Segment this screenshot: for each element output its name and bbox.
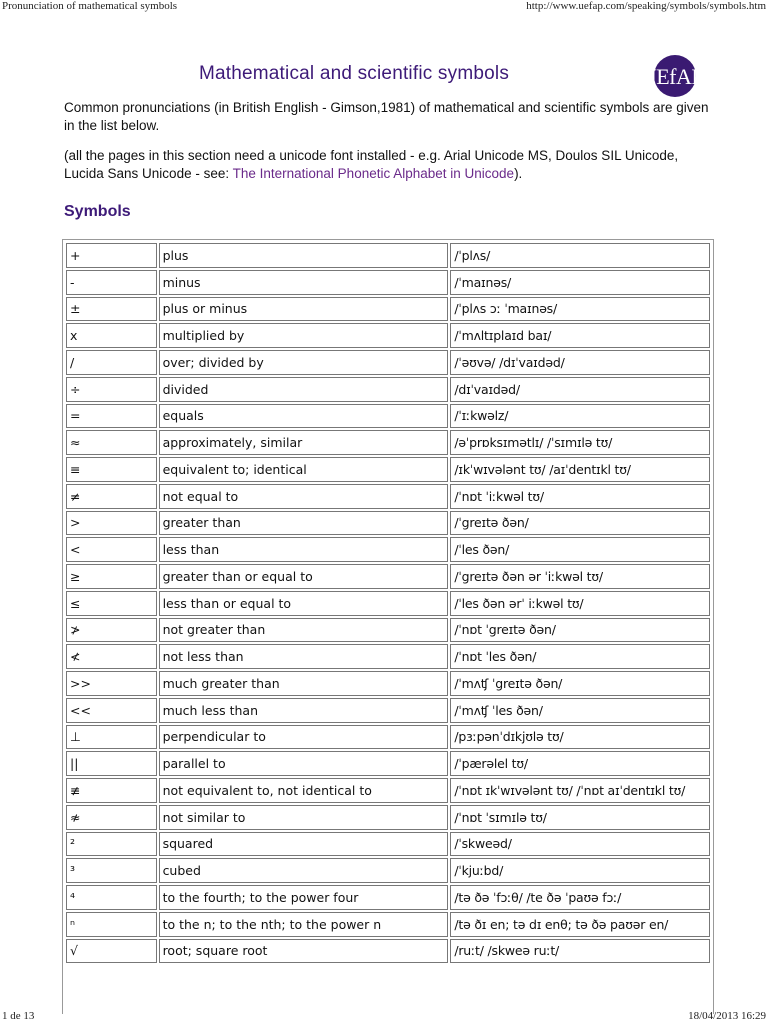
print-header-url: http://www.uefap.com/speaking/symbols/symbols.htm	[526, 0, 766, 12]
name-cell: parallel to	[159, 751, 449, 776]
pronunciation-cell: /ˈpærəlel tʊ/	[450, 751, 710, 776]
table-row	[66, 537, 710, 562]
table-row	[66, 430, 710, 455]
name-cell: not less than	[159, 644, 449, 669]
name-cell: over; divided by	[159, 350, 449, 375]
symbol-cell: ³	[66, 858, 157, 883]
name-cell: much greater than	[159, 671, 449, 696]
intro-paragraph-2	[64, 147, 714, 183]
name-cell: not equal to	[159, 484, 449, 509]
table-row	[66, 805, 710, 830]
table-row	[66, 939, 710, 964]
pronunciation-cell: /ˈgreɪtə ðən/	[450, 511, 710, 536]
name-cell: less than	[159, 537, 449, 562]
pronunciation-cell: /ˈplʌs/	[450, 243, 710, 268]
pronunciation-cell: /ɪkˈwɪvələnt tʊ/ /aɪˈdentɪkl tʊ/	[450, 457, 710, 482]
name-cell: minus	[159, 270, 449, 295]
name-cell: greater than or equal to	[159, 564, 449, 589]
table-row	[66, 591, 710, 616]
symbol-cell: >>	[66, 671, 157, 696]
symbol-cell: -	[66, 270, 157, 295]
symbol-cell: ⁴	[66, 885, 157, 910]
symbol-cell: ≡	[66, 457, 157, 482]
name-cell: squared	[159, 832, 449, 857]
name-cell: less than or equal to	[159, 591, 449, 616]
symbols-table-body	[66, 243, 710, 963]
table-row	[66, 858, 710, 883]
print-footer-date: 18/04/2013 16:29	[688, 1010, 766, 1022]
symbol-cell: ≯	[66, 618, 157, 643]
symbol-cell: √	[66, 939, 157, 964]
symbol-cell: ||	[66, 751, 157, 776]
table-row	[66, 912, 710, 937]
pronunciation-cell: /ˈnɒt ˈles ðən/	[450, 644, 710, 669]
table-row	[66, 751, 710, 776]
name-cell: much less than	[159, 698, 449, 723]
symbol-cell: ≢	[66, 778, 157, 803]
name-cell: equivalent to; identical	[159, 457, 449, 482]
name-cell: approximately, similar	[159, 430, 449, 455]
table-row	[66, 270, 710, 295]
symbol-cell: ≮	[66, 644, 157, 669]
symbol-cell: =	[66, 404, 157, 429]
table-row	[66, 698, 710, 723]
symbols-table-container	[62, 239, 714, 1014]
intro-paragraph-2-after: ).	[514, 166, 523, 181]
symbol-cell: ÷	[66, 377, 157, 402]
symbol-cell: ≉	[66, 805, 157, 830]
name-cell: cubed	[159, 858, 449, 883]
print-header-title: Pronunciation of mathematical symbols	[2, 0, 178, 12]
symbol-cell: ≥	[66, 564, 157, 589]
pronunciation-cell: /dɪˈvaɪdəd/	[450, 377, 710, 402]
pronunciation-cell: /ˈmaɪnəs/	[450, 270, 710, 295]
name-cell: to the n; to the nth; to the power n	[159, 912, 449, 937]
logo-wordmark: UEfAP	[640, 64, 704, 89]
name-cell: divided	[159, 377, 449, 402]
table-row	[66, 725, 710, 750]
pronunciation-cell: /ˈmʌltɪplaɪd baɪ/	[450, 323, 710, 348]
pronunciation-cell: /pɜːpənˈdɪkjʊlə tʊ/	[450, 725, 710, 750]
logo-text	[632, 64, 712, 90]
pronunciation-cell: /tə ðɪ en; tə dɪ enθ; tə ðə paʊər en/	[450, 912, 710, 937]
page-title: Mathematical and scientific symbols	[198, 63, 510, 84]
table-row	[66, 484, 710, 509]
symbol-cell: ⊥	[66, 725, 157, 750]
table-row	[66, 350, 710, 375]
pronunciation-cell: /ˈles ðən/	[450, 537, 710, 562]
pronunciation-cell: /ˈplʌs ɔː ˈmaɪnəs/	[450, 297, 710, 322]
table-row	[66, 404, 710, 429]
pronunciation-cell: /ˈnɒt ɪkˈwɪvələnt tʊ/ /ˈnɒt aɪˈdentɪkl tʊ/	[450, 778, 710, 803]
name-cell: multiplied by	[159, 323, 449, 348]
pronunciation-cell: /ˈnɒt ˈgreɪtə ðən/	[450, 618, 710, 643]
table-row	[66, 644, 710, 669]
name-cell: not equivalent to, not identical to	[159, 778, 449, 803]
table-row	[66, 778, 710, 803]
name-cell: plus	[159, 243, 449, 268]
pronunciation-cell: /ˈɪːkwəlz/	[450, 404, 710, 429]
name-cell: equals	[159, 404, 449, 429]
symbol-cell: >	[66, 511, 157, 536]
pronunciation-cell: /ˈnɒt ˈsɪmɪlə tʊ/	[450, 805, 710, 830]
name-cell: root; square root	[159, 939, 449, 964]
symbol-cell: x	[66, 323, 157, 348]
name-cell: not greater than	[159, 618, 449, 643]
pronunciation-cell: /ˈgreɪtə ðən ər ˈiːkwəl tʊ/	[450, 564, 710, 589]
name-cell: to the fourth; to the power four	[159, 885, 449, 910]
print-footer-page-number: 1 de 13	[2, 1010, 35, 1022]
symbol-cell: <	[66, 537, 157, 562]
ipa-unicode-link[interactable]: The International Phonetic Alphabet in Unicode	[232, 166, 515, 181]
table-row	[66, 511, 710, 536]
name-cell: not similar to	[159, 805, 449, 830]
table-row	[66, 457, 710, 482]
table-row	[66, 297, 710, 322]
symbol-cell: ≠	[66, 484, 157, 509]
pronunciation-cell: /ˈmʌʧ ˈgreɪtə ðən/	[450, 671, 710, 696]
intro-paragraph-2-before: (all the pages in this section need a unicode font installed - e.g. Arial Unicode MS, Doulos SIL Unicode, Lucida Sans Unicode - see:	[64, 148, 679, 181]
symbol-cell: ⁿ	[66, 912, 157, 937]
name-cell: plus or minus	[159, 297, 449, 322]
pronunciation-cell: /ˈskweəd/	[450, 832, 710, 857]
pronunciation-cell: /ˈmʌʧ ˈles ðən/	[450, 698, 710, 723]
table-row	[66, 885, 710, 910]
symbols-table	[64, 241, 712, 965]
symbol-cell: ≤	[66, 591, 157, 616]
pronunciation-cell: /ˈəʊvə/ /dɪˈvaɪdəd/	[450, 350, 710, 375]
section-heading-symbols: Symbols	[64, 203, 131, 220]
uefap-logo[interactable]	[632, 55, 712, 99]
pronunciation-cell: /tə ðə ˈfɔːθ/ /te ðə ˈpaʊə fɔː/	[450, 885, 710, 910]
table-row	[66, 243, 710, 268]
symbol-cell: +	[66, 243, 157, 268]
name-cell: greater than	[159, 511, 449, 536]
intro-text	[64, 99, 714, 195]
intro-paragraph-1: Common pronunciations (in British English - Gimson,1981) of mathematical and scientific symbols are given in the list below.	[64, 100, 709, 133]
table-row	[66, 832, 710, 857]
pronunciation-cell: /ˈles ðən ərˈ iːkwəl tʊ/	[450, 591, 710, 616]
table-row	[66, 323, 710, 348]
pronunciation-cell: /əˈprɒksɪmətlɪ/ /ˈsɪmɪlə tʊ/	[450, 430, 710, 455]
pronunciation-cell: /ˈkjuːbd/	[450, 858, 710, 883]
symbol-cell: ±	[66, 297, 157, 322]
symbol-cell: /	[66, 350, 157, 375]
symbol-cell: <<	[66, 698, 157, 723]
table-row	[66, 618, 710, 643]
table-row	[66, 564, 710, 589]
table-row	[66, 377, 710, 402]
symbol-cell: ²	[66, 832, 157, 857]
symbol-cell: ≈	[66, 430, 157, 455]
pronunciation-cell: /ˈnɒt ˈiːkwəl tʊ/	[450, 484, 710, 509]
pronunciation-cell: /ruːt/ /skweə ruːt/	[450, 939, 710, 964]
table-row	[66, 671, 710, 696]
name-cell: perpendicular to	[159, 725, 449, 750]
